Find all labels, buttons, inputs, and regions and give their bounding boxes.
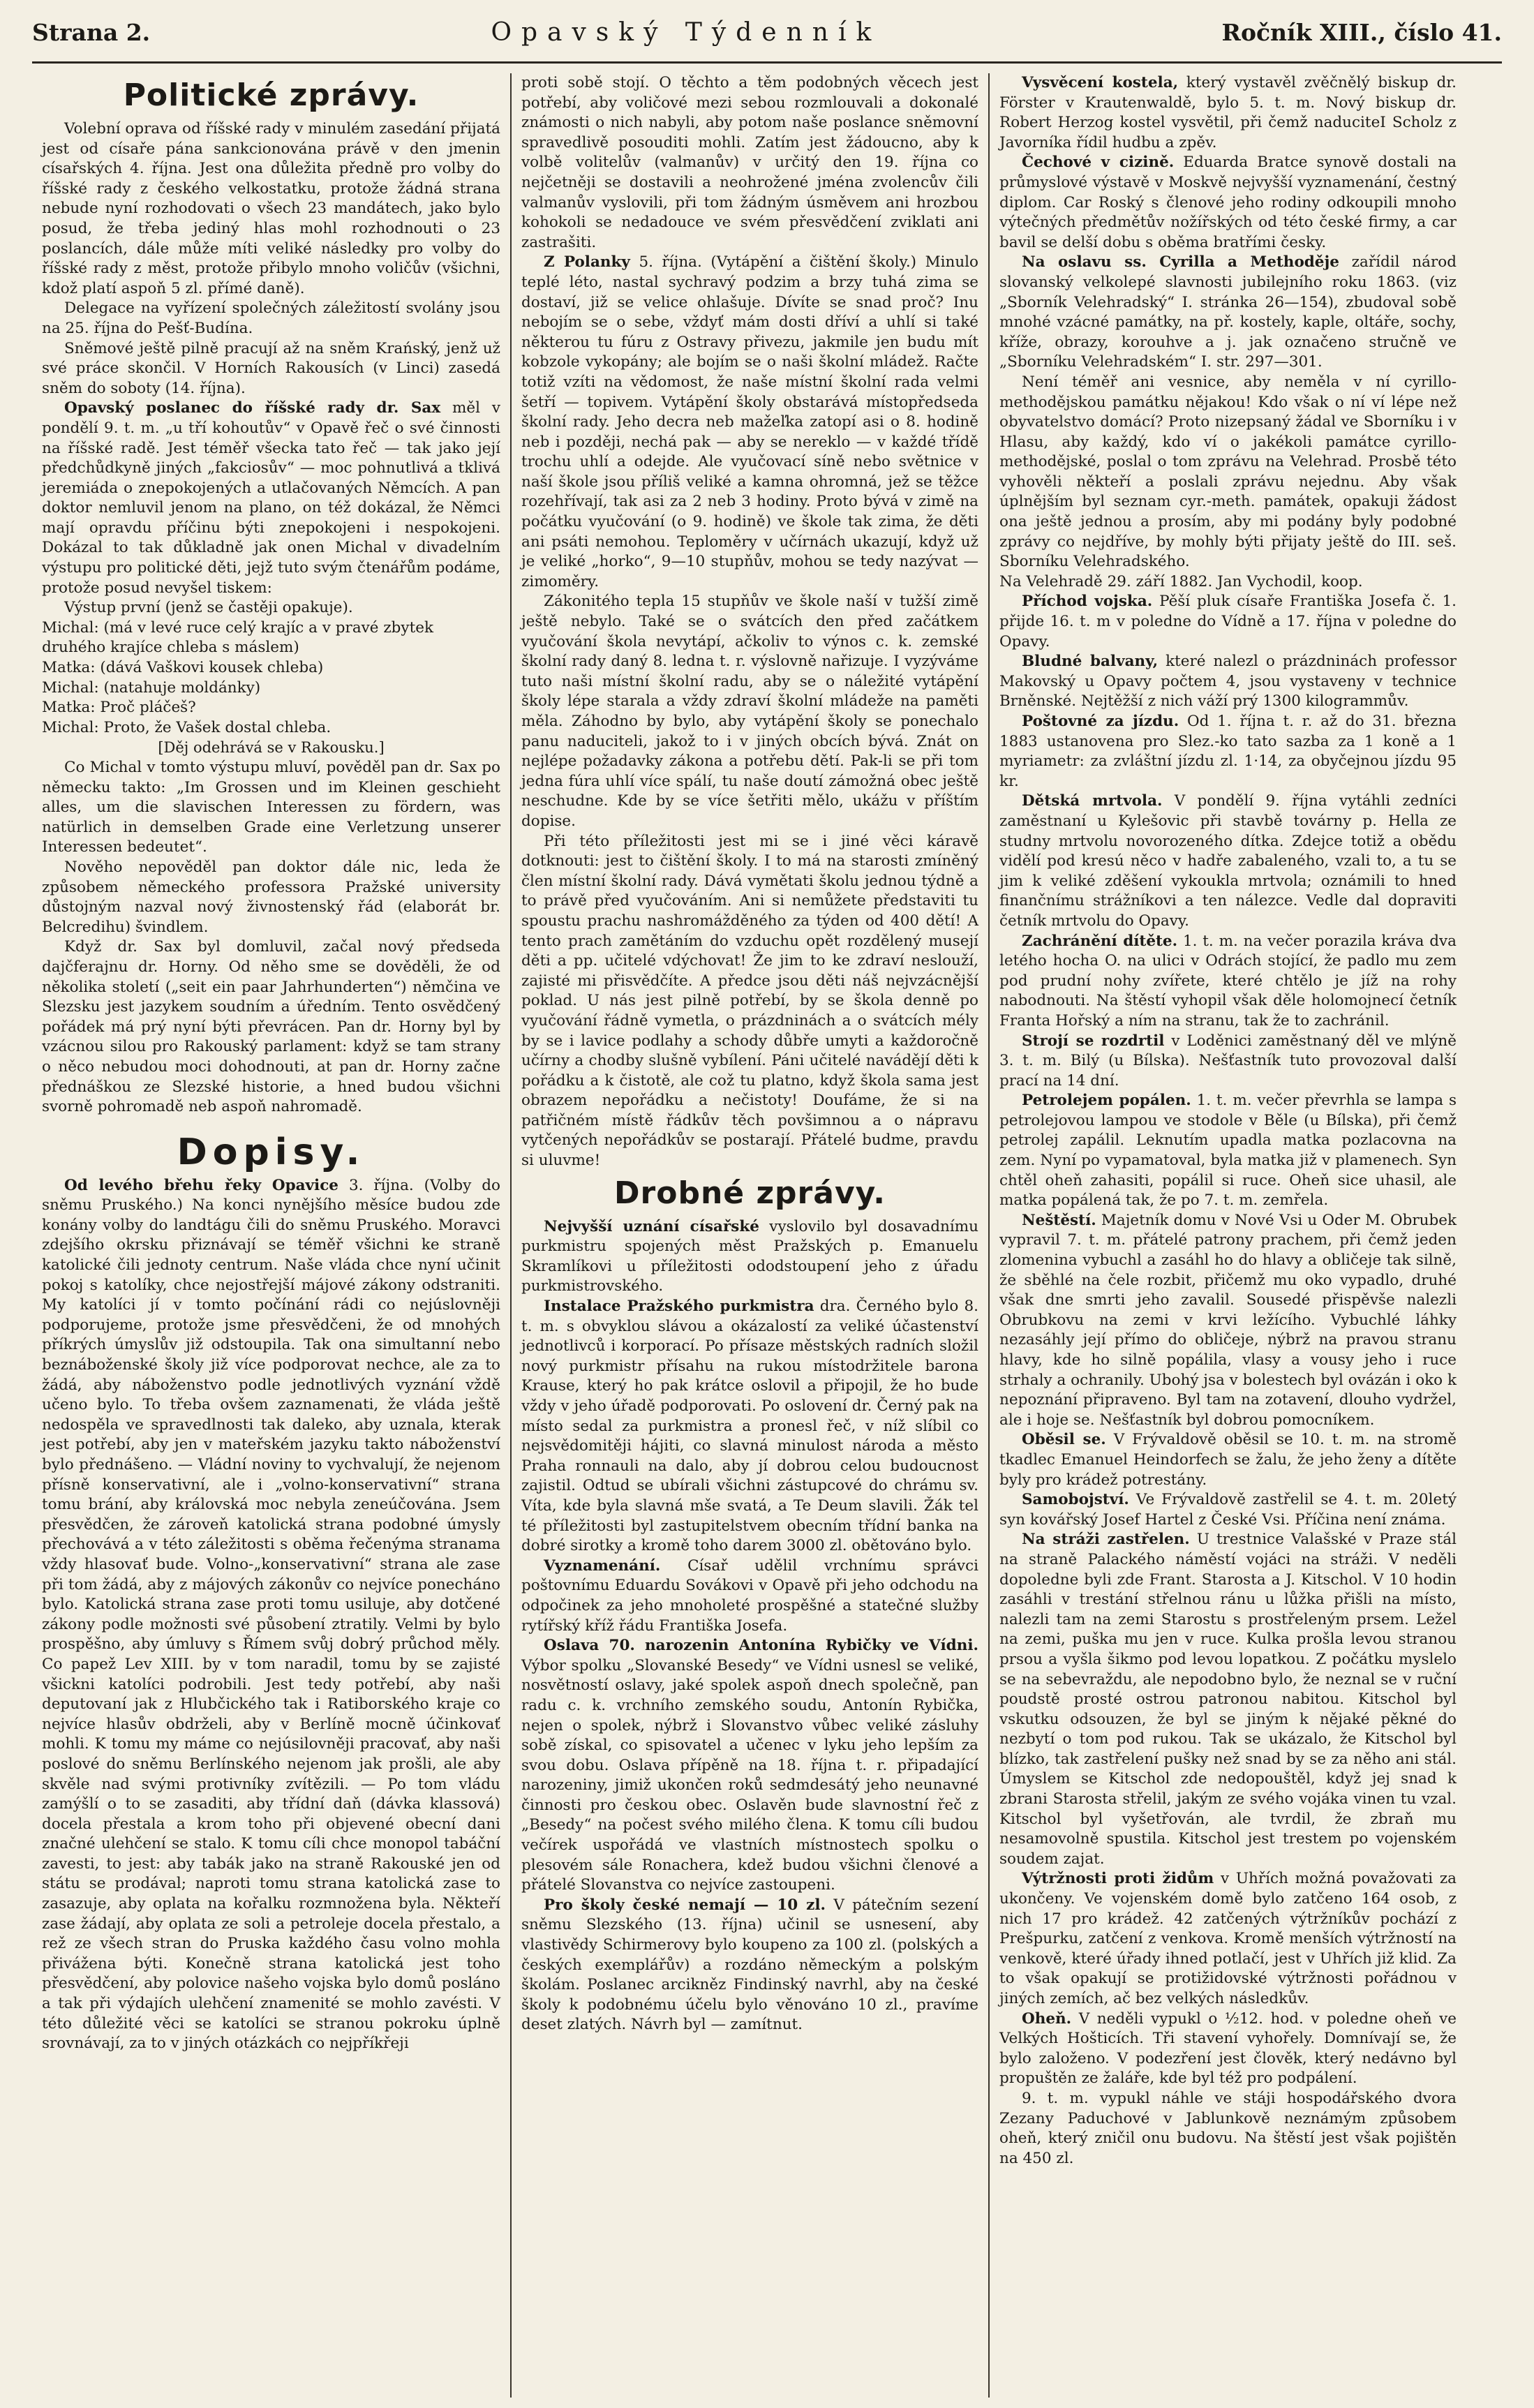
- article-paragraph: proti sobě stojí. O těchto a těm podobných věcech jest potřebí, aby voličové mezi sebou rozmlouvali a dokonalé známosti o nich nabyli, aby potom naše poslance sněmovní spravedlivě posouditi mohli. Zatím jest žádoucno, aby k volbě volitelův (valmanův) v určitý den 19. října co nejčetněji se dostavili a neohrožené jména zvolencův čili valmanův vyslovili, při tom žádným úsměvem ani hrozbou kohokoli se nedadouce ve svém přesvědčení zviklati ani zastrašiti.: [521, 74, 978, 251]
- news-item: [999, 652, 1457, 712]
- news-item: [999, 592, 1457, 652]
- article-paragraph: [521, 253, 978, 592]
- article-paragraph: Volební oprava od říšské rady v minulém zasedání přijatá jest od císaře pána sankcionována právě v den jmenin císařských 4. října. Jest ona důležita předně pro volby do říšské rady z českého velkostatku, protože žádná strana nebude nyní rozhodovati o všech 23 mandátech, jako bylo posud, že třeba jediný hlas mohl rozhodnouti o 23 poslancích, dále může míti veliké následky pro volby do říšské rady z měst, protože přibylo mnoho voličův (všichni, kdož platí aspoň 5 zl. přímé daně).: [42, 120, 500, 297]
- news-item: [999, 253, 1457, 373]
- news-text: U trestnice Valašské v Praze stál na straně Palackého náměstí vojáci na stráži. V neděli dopoledne byli zde Frant. Starosta a J. Kitschol. V 10 hodin zasáhli v trestání střelnou ránu u lůžka přišli na místo, nalezli tam na zemi Starostu s prostřeleným prsem. Ležel na zemi, puška mu jen v ruce. Kulka prošla levou stranou prsou a vyšla šikmo pod levou lopatkou. Z počátku myslelo se na sebevraždu, ale nepodobno bylo, že neznal se v ruční poudstě prosté ostrou patronou nabitou. Kitschol byl vskutku odsouzen, že byl se jiným k nějaké pěkné do nezbytí o tom pod rukou. Tak se ukázalo, že Kitschol byl blízko, tak zastřelení pušky než snad by se za něho ani stál. Úmyslem se Kitschol zde nedopouštěl, když jej snad k zbrani Starosta střelil, jakým ze svého vojáka vinen tu vzal. Kitschol byl vyšetřován, ale tvrdil, že zbraň mu nesamovolně spustila. Kitschol jest trestem po vojenském soudem zajat.: [999, 1531, 1457, 1868]
- news-lead: Na stráži zastřelen.: [1022, 1531, 1190, 1549]
- news-lead: Zachránění dítěte.: [1022, 932, 1178, 950]
- news-item: [521, 1896, 978, 2035]
- news-lead: Oběsil se.: [1022, 1431, 1106, 1449]
- news-text: V pátečním sezení sněmu Slezského (13. října) učinil se usnesení, aby vlastivědy Schirmerovy bylo koupeno za 100 zl. (polských a českých exemplářův) a rozdáno německým a polským školám. Poslanec arcikněz Findinský navrhl, aby na české školy k podobnému účelu bylo věnováno 10 zl., pravíme deset zlatých. Návrh byl — zamítnut.: [521, 1896, 979, 2034]
- article-lead: Opavský poslanec do říšské rady dr. Sax: [64, 399, 441, 417]
- news-lead: Oheň.: [1022, 2009, 1072, 2028]
- scene-title: Výstup první (jenž se častěji opakuje).: [64, 599, 353, 617]
- running-head: [32, 18, 1502, 64]
- news-item: [521, 1217, 978, 1297]
- news-item: [999, 73, 1457, 153]
- news-item: 9. t. m. vypukl náhle ve stáji hospodářského dvora Zezany Paduchové v Jablunkově neznámým způsobem oheň, který zničil onu budovu. Na štěstí jest však pojištěn na 450 zl.: [999, 2089, 1457, 2167]
- news-item: [999, 1211, 1457, 1431]
- news-text: zařídil národ slovanský velkolepé slavnosti jubilejního roku 1863. (viz „Sborník Velehradský“ I. stránka 26—154), zbudoval sobě mnohé vzácné památky, na př. kostely, kaple, oltáře, sochy, kříže, obrazy, korouhve a j. jak označeno stručně ve „Sborníku Velehradském“ I. str. 297—301.: [999, 253, 1457, 371]
- news-text: Od 1. října t. r. až do 31. března 1883 ustanovena pro Slez.-ko tato sazba za 1 koně a 1 myriametr: za zvláštní jízdu zl. 1·14, za obyčejnou jízdu 95 kr.: [999, 713, 1457, 790]
- news-item: Není téměř ani vesnice, aby neměla v ní cyrillo-methodějskou památku nějakou! Kdo však o ní ví lépe než obyvatelstvo domácí? Proto nizepsaný žádal ve Sborníku i v Hlasu, aby každý, kdo ví o jakékoli památce cyrillo-methodějské, poslal o tom zprávu na Velehrad. Prosbě této vyhověli někteří a poslali zprávu nejednu. Aby však úplnějším byl seznam cyr.-meth. památek, opakuji žádost ona ještě jednou a prosím, aby mi podány byly podobné zprávy co nejdříve, by mohly býti přijaty ještě do III. seš. Sborníku Velehradského.: [999, 373, 1457, 571]
- section-title-short-news: Drobné zprávy.: [614, 1175, 886, 1211]
- dialogue-line: Matka: Proč pláčeš?: [42, 699, 196, 717]
- article-paragraph: Nověho nepověděl pan doktor dále nic, leda že způsobem německého professora Pražské university důstojným nazval nový živnostenský řád (elaborát br. Belcredihu) švindlem.: [42, 858, 500, 936]
- news-item: [999, 791, 1457, 931]
- news-item: [999, 1869, 1457, 2009]
- news-lead: Příchod vojska.: [1022, 593, 1153, 611]
- dialogue-line: Matka: (dává Vaškovi kousek chleba): [42, 659, 324, 677]
- columns: [32, 73, 1502, 2398]
- news-item: [999, 1430, 1457, 1490]
- news-lead: Poštovné za jízdu.: [1022, 713, 1179, 730]
- news-item: [999, 2009, 1457, 2089]
- column-1: [32, 73, 510, 2398]
- news-text: Ve Frývaldově zastřelil se 4. t. m. 20letý syn kovářský Josef Hartel z České Vsi. Příčina není známa.: [999, 1491, 1457, 1529]
- news-text: Pěší pluk císaře Františka Josefa č. 1. přijde 16. t. m v poledne do Vídně a 17. října v poledne do Opavy.: [999, 593, 1457, 651]
- article-lead: Z Polanky: [544, 253, 630, 272]
- news-lead: Samobojství.: [1022, 1491, 1129, 1509]
- news-item: [999, 1530, 1457, 1869]
- news-text: které nalezl o prázdninách professor Makovský u Opavy počtem 4, jsou vystaveny v technice Brněnské. Nejtěžší z nich váží prý 1300 kilogrammův.: [999, 653, 1457, 711]
- news-text: Majetník domu v Nové Vsi u Oder M. Obrubek vypravil 7. t. m. přátelé patrony prachem, při čemž jeden zlomenina vybuchl a zasáhl ho do hlavy a obličeje tak silně, že sběhlé na čele rozbit, přičemž mu oko vypadlo, druhé však dne smrti jeho zavalil. Sousedé přispěvše nalezli Obrubkovu na zemi v krvi ležícího. Vybuchlé láhky nezasáhly její přímo do obličeje, nýbrž na pravou stranu hlavy, kde ho silně popálila, vlasy a vousy jeho i ruce strhaly a ochranily. Ubohý jsa v bolestech byl ovázán i oko k nepoznání připraveno. Byl tam na zotavení, dlouho vydržel, ale i hoje se. Nešťastník byl dobrou pomocníkem.: [999, 1211, 1457, 1429]
- dialogue-line: Michal: (má v levé ruce celý krajíc a v pravé zbytek druhého krajíce chleba s máslem): [42, 618, 433, 657]
- news-lead: Pro školy české nemají — 10 zl.: [544, 1896, 826, 1914]
- article-paragraph: Delegace na vyřízení společných záležitostí svolány jsou na 25. října do Pešť-Budína.: [42, 299, 500, 337]
- news-text: V Frývaldově oběsil se 10. t. m. na stromě tkadlec Emanuel Heindorfech se žalu, že jeho ženy a dítěte byly pro krádež potrestány.: [999, 1431, 1457, 1489]
- news-lead: Nejvyšší uznání císařské: [544, 1217, 759, 1235]
- masthead-title: Opavský Týdenník: [491, 18, 881, 47]
- article-lead: Od levého břehu řeky Opavice: [64, 1176, 338, 1194]
- news-lead: Oslava 70. narozenin Antonína Rybičky ve Vídni.: [544, 1637, 978, 1655]
- news-text: V neděli vypukl o ½12. hod. v poledne oheň ve Velkých Hošticích. Tři stavení vyhořely. Domnívají se, že bylo založeno. V podezření jest člověk, který nedávno byl propuštěn ze žaláře, kde byl též pro podpálení.: [999, 2009, 1457, 2088]
- news-text: dra. Černého bylo 8. t. m. s obvyklou slávou a okázalostí za veliké účastenství jednotlivců i korporací. Po přísaze městských radních složil nový purkmistr přísahu na rukou místodržitele barona Krause, který ho pak krátce oslovil a připojil, že ho bude vždy v jeho úřadě podporovati. Po oslovení dr. Černý pak na místo sedal za purkmistra a pronesl řeč, v níž slíbil co nejsvědomitěji hájiti, co slavná minulost národa a město Praha ronnauli na dalo, aby jí dobrou celou budoucnost zajistil. Odtud se ubírali všichni zástupcové do chrámu sv. Víta, kde byla slavná mše svatá, a Te Deum slavili. Žák tel té příležitosti byl zastupitelstvem obecním třídní banka na dobré sirotky a kromě toho darem 3000 zl. obětováno bylo.: [521, 1298, 978, 1555]
- column-3: [988, 73, 1466, 2398]
- news-item: [999, 712, 1457, 791]
- news-item: [999, 153, 1457, 253]
- news-lead: Neštěstí.: [1022, 1211, 1096, 1229]
- section-title-letters: Dopisy.: [177, 1131, 366, 1173]
- news-text: v Uhřích možná považovati za ukončeny. Ve vojenském domě bylo zatčeno 164 osob, z nich 17 pro krádež. 42 zatčených výtržníkův pochází z Prešpurku, zatčení z venkova. Kromě menších výtržností na venkově, které úřady ihned potlačí, jest v Uhřích již klid. Za to však opakují se protižidovské výtržnosti pořádnou v jiných zemích, ač bez velkých následkův.: [999, 1870, 1457, 2007]
- stage-direction: [Děj odehrává se v Rakousku.]: [158, 739, 385, 757]
- article-text: měl v pondělí 9. t. m. „u tří kohoutův“ v Opavě řeč o své činnosti na říšské radě. Jest téměř všecka tato řeč — tak jako její předchůdkyně jiných „fakciosův“ — moc pohnutlivá a tklivá jeremiáda o znepokojených a utlačovaných Němcích. A pan doktor nemluvil jenom na plano, on též dokázal, že Němci mají opravdu příčinu býti znepokojeni i nespokojeni. Dokázal to tak důkladně jak onen Michal v divadelním výstupu pro politické děti, jejž tuto svým čtenářům podáme, protože posud nevyšel tiskem:: [42, 399, 501, 597]
- article-paragraph: Sněmové ještě pilně pracují až na sněm Krańský, jenž už své práce skončil. V Horních Rakousích (v Linci) zasedá sněm do soboty (14. října).: [42, 339, 500, 397]
- dialogue-line: Michal: (natahuje moldánky): [42, 678, 261, 697]
- news-lead: Vysvěcení kostela,: [1022, 74, 1179, 91]
- article-paragraph: Když dr. Sax byl domluvil, začal nový předseda dajčferajnu dr. Horny. Od něho sme se dověděli, že od několika století („seit ein paar Jahrhunderten“) němčina ve Slezsku jest jazykem soudním a úředním. Tento osvědčený pořádek má prý nyní býti převrácen. Pan dr. Horny byl by vzácnou silou pro Rakouský parlament: když se tam strany o něco nebudou moci dohodnouti, at pan dr. Horny začne přednáškou ze Slezské historie, a hned budou všichni svorně pohromadě neb aspoň nahromadě.: [42, 938, 500, 1116]
- scene-dialogue: [42, 618, 500, 738]
- news-text: V pondělí 9. října vytáhli zedníci zaměstnaní u Kylešovic při stavbě továrny p. Hella ze studny mrtvolu novorozeného dítka. Zdejce totiž a obědu vidělí pod kresú něco v hadře zabaleného, vzali to, a tu se jim k veliké zděšení vykoukla mrtvola; oznámili to hned finančnímu strážníkovi a ten nálezce. Vedle dal dopraviti četník mrtvolu do Opavy.: [999, 792, 1457, 930]
- news-text: 1. t. m. na večer porazila kráva dva letého hocha O. na ulici v Odrách stojící, že padlo mu zem pod prudní nohy zvířete, které chtělo je jíž na rohy nabodnouti. Na štěstí vyhopil však děle holomojnecí četník Franta Hořský a ním na stranu, tak že to zachránil.: [999, 932, 1457, 1030]
- news-item: [999, 932, 1457, 1032]
- news-text: v Loděnici zaměstnaný děl ve mlýně 3. t. m. Bilý (u Bílska). Nešťastník tuto provozoval další prací na 14 dní.: [999, 1032, 1457, 1090]
- news-item: [999, 1032, 1457, 1092]
- article-paragraph: Při této příležitosti jest mi se i jiné věci káravě dotknouti: jest to čištění školy. I to má na starosti zmíněný člen místní školní rady. Dává vymětati školu jednou týdně a to právě před vyučováním. Ani si nemůžete představiti tu spoustu prachu nashromážděného za týden od 400 dětí! A tento prach zamětáním do vzduchu opět rozdělený musejí děti a pp. učitelé vdýchovat! Že jim to ke zdraví neslouží, zajisté mi přisvědčíte. A předce jsou děti náš nejvzácnější poklad. U nás jest pilně potřebí, by se škola denně po vyučování řádně vymetla, o prázdninách a o svátcích mély by se i lavice podlahy a schody důbře umyti a každoročně učírny a chodby slušně vybílení. Páni učitelé navádějí děti k pořádku a k čistotě, ale což tu platno, když škola sama jest obrazem nepořádku a nečistoty! Doufáme, že si na patřičném místě řádkův těch povšimnou a o nápravu vytčených nepořádkův se postarají. Přátelé budme, pravdu si uluvme!: [521, 832, 978, 1170]
- page-number: Strana 2.: [32, 19, 151, 46]
- article-paragraph: [42, 1176, 500, 2054]
- news-lead: Bludné balvany,: [1022, 653, 1159, 671]
- news-text: Císař udělil vrchnímu správci poštovnímu Eduardu Sovákovi v Opavě při jeho odchodu na odpočinek za jeho mnoholeté prospěšné a statečné služby rytířský kříž řádu Františka Josefa.: [521, 1556, 978, 1635]
- news-lead: Petrolejem popálen.: [1022, 1092, 1191, 1110]
- article-text: 3. října. (Volby do sněmu Pruského.) Na konci nynějšího měsíce budou zde konány volby do landtágu čili do sněmu Pruského. Moravci zdejšího okrsku přiznávají se téměř všichni ke straně katolické čili jednoty centrum. Naše vláda chce nyní učinit pokoj s katolíky, chce nejostřejší májové zákony odstraniti. My katolíci jí v tomto počínání rádi co nejúslovněji podporujeme, protože jsme přesvědčeni, že od mnohých příkrých úmyslův již odstoupila. Tak ona simultanní nebo beznáboženské školy již více podporovat nechce, ale za to žádá, aby náboženstvo podle jednotlivých vyznání vždě učeno bylo. To třeba ovšem zaznamenati, že vláda ještě nedospěla ve spravedlnosti tak daleko, aby uznala, kterak jest potřebí, aby jen v mateřském jazyku takto náboženství bylo přednášeno. — Vládní noviny to vychvalují, že nejenom přísně konservativní, ale i „volno-konservativní“ strana tomu brání, aby královská moc nebyla zeneúčována. Jsem přesvědčen, že zároveň katolická strana podobné úmysly přechovává a v této záležitosti s oběma řečenýma stranama vždy hlasovať bude. Volno-„konservativní“ strana ale zase při tom žádá, aby z májových zákonův co nejvíce ponecháno bylo. Katolická strana zase proti tomu usiluje, aby dotčené zákony podle možnosti své působení ztratily. Velmi by bylo prospěšno, aby úmluvy s Římem svůj dobrý průchod měly. Co papež Lev XIII. by v tom naradil, tomu by se zajisté všickni katolíci podrobili. Jest tedy potřebí, aby naši deputovaní jak z Hlubčického tak i Ratiborského kraje co nejvíce hlasův obdrželi, aby v Berlíně mocně účinkovať mohli. K tomu my máme co nejúsilovněji pracovať, aby naši poslové do sněmu Berlínského nejenom jak prošli, ale aby skvěle nad svými protivníky zvítězili. — Po tom vládu zamýšlí o to se zasaditi, aby třídní daň (dávka klassová) docela přestala a krom toho při objevené obecní dani značné ulehčení se stalo. K tomu cíli chce monopol tabáční zavesti, to jest: aby tabák jako na straně Rakouské jen od státu se prodával; naproti tomu strana katolická zase to zasazuje, aby oplata na kořalku rozmnožena byla. Někteří zase žádají, aby oplata ze soli a petroleje docela přestalo, a rež ze všech stran do Pruska každého času volno mohla přivážena býti. Konečně strana katolická jest toho přesvědčení, aby polovice našeho vojska bylo domů posláno a tak při výdajích ulehčení znamenité se mohlo zavésti. V této důležité věci se katolíci se stranou pokroku úplně srovnávají, za to v jiných otázkách co nejpříkřeji: [42, 1176, 500, 2053]
- signature-line: Na Velehradě 29. září 1882. Jan Vychodil, koop.: [999, 572, 1363, 590]
- news-item: [521, 1556, 978, 1636]
- news-item: [521, 1636, 978, 1896]
- news-item: [999, 1091, 1457, 1211]
- news-text: 1. t. m. večer převrhla se lampa s petrolejovou lampou ve stodole v Běle (u Bílska), při čemž petrolej zapálil. Leknutím upadla matka pozlacovna na zem. Nyní po vypamatoval, byla matka již v plamenech. Syn chtěl oheň zahasiti, popálil si ruce. Oheň sice uhasil, ale matka popálená tak, že po 7. t. m. zemřela.: [999, 1092, 1457, 1210]
- news-lead: Vyznamenání.: [544, 1556, 661, 1575]
- article-text: 5. října. (Vytápění a čištění školy.) Minulo teplé léto, nastal sychravý podzim a brzy tuhá zima se dostaví, již se velice ohlašuje. Dívíte se snad proč? Inu nebojím se o sebe, vždyť mám dosti dříví a uhlí si také některou tu fúru z Ostravy přivezu, jakmile jen budu mít kobzole vykopány; ale bojím se o naši školní mládež. Račte totiž vzíti na vědomost, že naše místní školní rada velmi šetří — topivem. Vytápění školy obstarává místopředseda školní rady. Jeho decra neb mažeľka zatopí asi o 8. hodině neb i později, nechá pak — aby se nereklo — v každé třídě trochu uhlí a odejde. Ale vyučovací síně nebo světnice v naší škole jsou příliš veliké a kamna ohromná, jež se těžce rozehřívají, tak asi za 2 neb 3 hodiny. Proto bývá v zimě na počátku vyučování (o 9. hodině) ve škole tak zima, že děti ani psáti nemohou. Teploměry v učírnách ukazují, když už je veliké „horko“, 9—10 stupňův, mohou se tedy nazývat — zimoměry.: [521, 253, 978, 590]
- section-title-politics: Politické zprávy.: [123, 77, 419, 113]
- news-lead: Dětská mrtvola.: [1022, 792, 1163, 810]
- volume-issue: Ročník XIII., číslo 41.: [1221, 19, 1502, 46]
- news-text: který vystavěl zvěčnělý biskup dr. Förster v Krautenwaldě, bylo 5. t. m. Nový biskup dr. Robert Herzog kostel vysvětil, při čemž naduciteI Scholz z Javorníka řídil hudbu a zpěv.: [999, 74, 1457, 151]
- article-paragraph: [42, 399, 500, 598]
- dialogue-line: Michal: Proto, že Vašek dostal chleba.: [42, 718, 332, 736]
- news-item: [521, 1297, 978, 1556]
- news-text: Výbor spolku „Slovanské Besedy“ ve Vídni usnesl se veliké, nosvětností oslavy, jaké spolek aspoň dnech společně, pan radu c. k. vrchního zemského soudu, Antonín Rybička, nejen o spolek, nýbrž i Slovanstvo vůbec veliké zásluhy sobě získal, co spisovatel a učenec v lyku jeho lepším za svou dobu. Oslava přípěně na 18. října t. r. připadající narozeniny, jimiž ukončen roků sedmdesátý jeho neunavné činnosti pro českou obec. Oslavěn bude slavnostní řeč z „Besedy“ na počest svého milého člena. K tomu cíli budou večírek uspořádá ve vlastních místnostech spolku o plesovém sále Ronachera, kdež budou všichni členové a přátelé Slovanstva co nejvíce zastoupeni.: [521, 1656, 978, 1894]
- news-lead: Na oslavu ss. Cyrilla a Methoděje: [1022, 253, 1339, 272]
- column-2: [510, 73, 988, 2398]
- article-paragraph: Zákonitého tepla 15 stupňův ve škole naší v tužší zimě ještě nebylo. Také se o svátcích den před začátkem vyučování škola nevytápí, ačkoliv to výnos c. k. zemské školní rady daný 8. ledna t. r. výslovně nařizuje. I vyzýváme tuto naši místní školní radu, aby se o náležité vytápění školy lépe starala a vždy zdraví školní mládeže na paměti měla. Záhodno by bylo, aby vytápění školy se ponechalo panu naduciteli, jakož to i v jiných obcích bývá. Znát on nejlépe požadavky zákona a potřebu dětí. Pak-li se při tom jedna fúra uhlí více spálí, tu naše doutí zámožná obec ještě neschudne. Kde by se více šetřiti mělo, ukážu v příštím dopise.: [521, 593, 978, 830]
- news-lead: Výtržnosti proti židům: [1022, 1870, 1214, 1888]
- news-text: Eduarda Bratce synově dostali na průmyslové výstavě v Moskvě nejvyšší vyznamenání, čestný diplom. Car Roský s členové jeho rodiny odkoupili mnoho výtečných předmětův nožířských od této české firmy, a car bavil se delší dobu s oběma bratřími česky.: [999, 154, 1457, 251]
- news-lead: Čechové v cizině.: [1022, 154, 1175, 172]
- news-lead: Instalace Pražského purkmistra: [544, 1298, 814, 1316]
- news-item: [999, 1490, 1457, 1530]
- news-text: vyslovilo byl dosavadnímu purkmistru spojených měst Pražských p. Emanuelu Skramlíkovi u příležitosti ododstoupení jeho z úřadu purkmistrovského.: [521, 1217, 978, 1295]
- news-lead: Strojí se rozdrtil: [1022, 1032, 1165, 1050]
- article-paragraph: Co Michal v tomto výstupu mluví, pověděl pan dr. Sax po německu takto: „Im Grossen und im Kleinen geschieht alles, um die slavischen Interessen zu fördern, was natürlich in demselben Grade eine Verletzung unserer Interessen bedeutet“.: [42, 759, 500, 856]
